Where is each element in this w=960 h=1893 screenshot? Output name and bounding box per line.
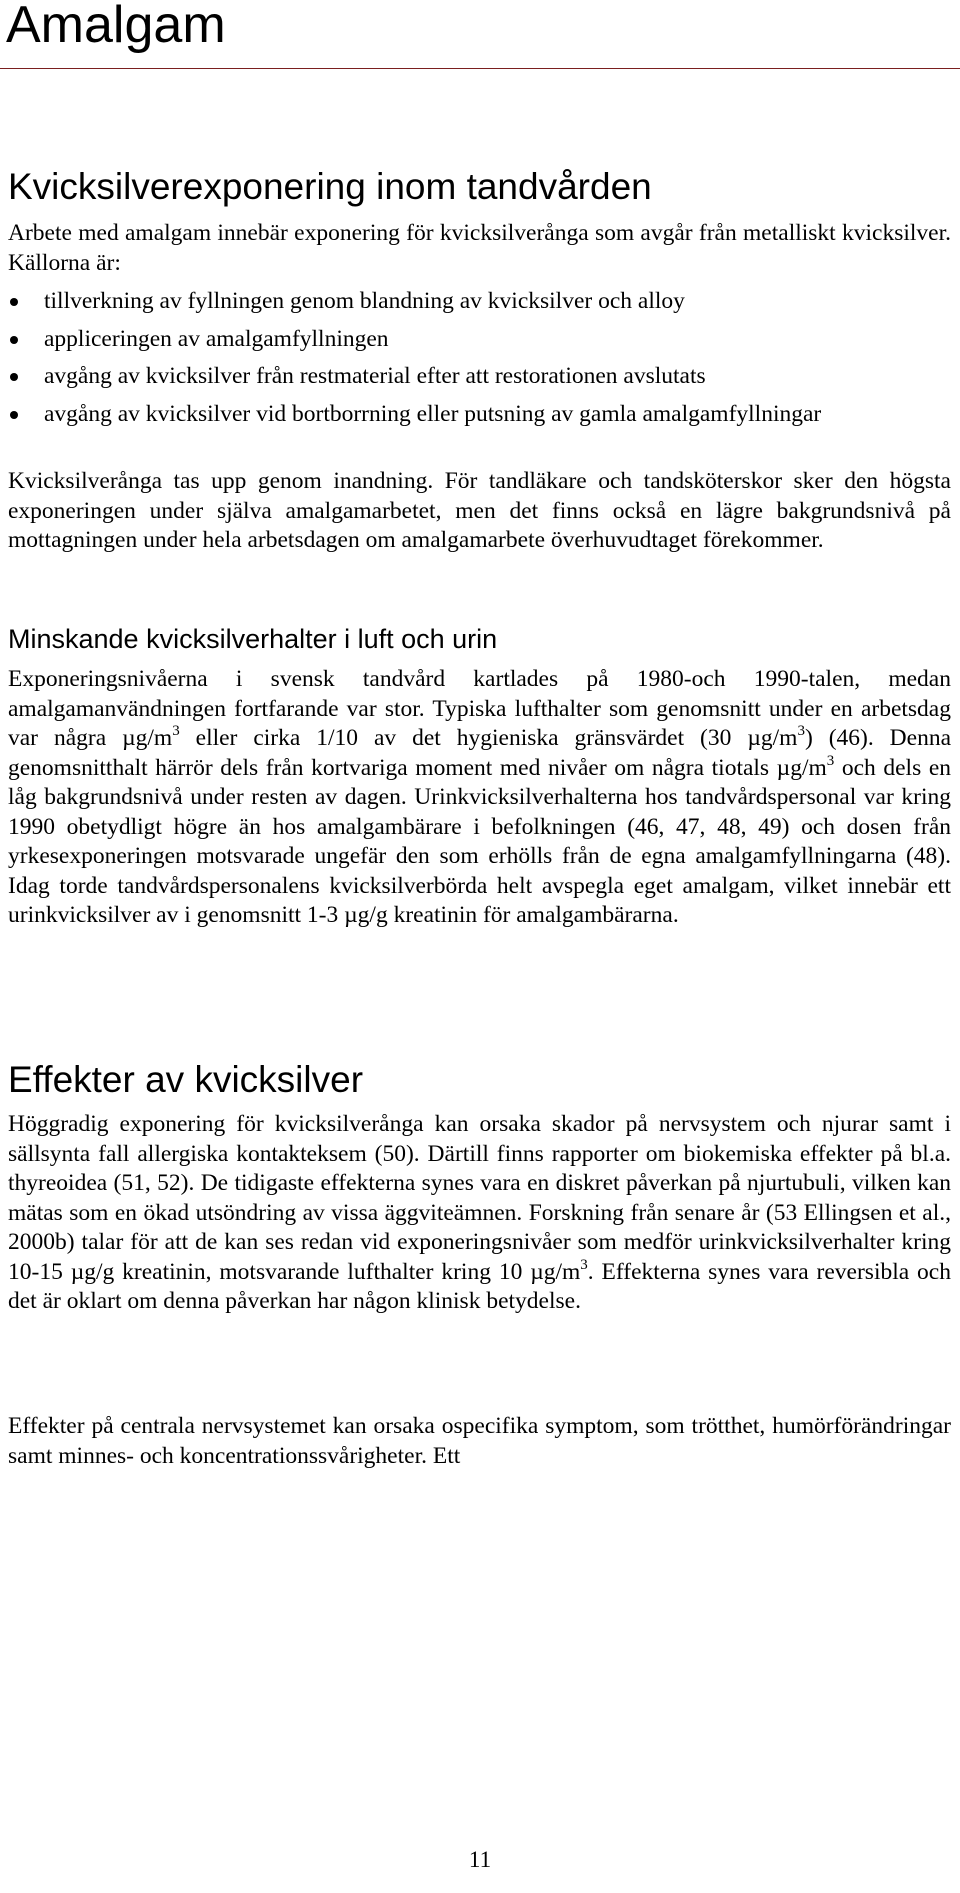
bullet-icon (10, 411, 18, 419)
exposure-intro-paragraph: Arbete med amalgam innebär exponering för kvicksilverånga som avgår från metalliskt kvicksilver. Källorna är: (8, 220, 951, 276)
exposure-sources-list (8, 287, 951, 429)
list-item: tillverkning av fyllningen genom blandning av kvicksilver och alloy (8, 287, 951, 317)
effects-paragraph: Höggradig exponering för kvicksilverånga kan orsaka skador på nervsystem och njurar samt i sällsynta fall allergiska kontakteksem (50). Därtill finns rapporter om biokemiska effekter på bl.a. thyreoidea (51, 52). De tidigaste effekterna synes vara en diskret påverkan på njurtubuli, vilken kan mätas som en ökad utsöndring av vissa äggviteämnen. Forskning från senare år (53 Ellingsen et al., 2000b) talar för att de kan ses redan vid exponeringsnivåer som medför urinkvicksilverhalter kring 10-15 µg/g kreatinin, motsvarande lufthalter kring 10 $\mu g/m^3$. Effekterna synes vara reversibla och det är oklart om denna påverkan har någon klinisk betydelse. (8, 1111, 951, 1314)
exposure-inhalation-paragraph: Kvicksilverånga tas upp genom inandning. För tandläkare och tandsköterskor sker den högsta exponeringen under själva amalgamarbetet, men det finns också en lägre bakgrundsnivå på mottagningen under hela arbetsdagen om amalgamarbete överhuvudtaget förekommer. (8, 468, 951, 553)
list-item: appliceringen av amalgamfyllningen (8, 325, 951, 355)
section-heading-effects: Effekter av kvicksilver (8, 1059, 364, 1100)
section-heading-exposure: Kvicksilverexponering inom tandvården (8, 166, 652, 207)
cns-effects-paragraph: Effekter på centrala nervsystemet kan orsaka ospecifika symptom, som trötthet, humörförändringar samt minnes- och koncentrationssvårigheter. Ett (8, 1413, 951, 1469)
page-number: 11 (468, 1847, 492, 1872)
bullet-icon (10, 336, 18, 344)
bullet-icon (10, 373, 18, 381)
section-heading-decreasing-levels: Minskande kvicksilverhalter i luft och urin (8, 624, 498, 654)
list-item: avgång av kvicksilver vid bortborrning eller putsning av gamla amalgamfyllningar (8, 400, 951, 430)
levels-paragraph: Exponeringsnivåerna i svensk tandvård kartlades på 1980-och 1990-talen, medan amalgamanvändningen fortfarande var stor. Typiska lufthalter som genomsnitt under en arbetsdag var några $\mu g/m^3$ eller cirka 1/10 av det hygieniska gränsvärdet (30 $\mu g/m^3$) (46). Denna genomsnitthalt härrör dels från kortvariga moment med nivåer om några tiotals $\mu g/m^3$ och dels en låg bakgrundsnivå under resten av dagen. Urinkvicksilverhalterna hos tandvårdspersonal var kring 1990 obetydligt högre än hos amalgambärare i befolkningen (46, 47, 48, 49) och dosen från yrkesexponeringen motsvarade ungefär den som erhölls från de egna amalgamfyllningarna (48). Idag torde tandvårdspersonalens kvicksilverbörda helt avspegla eget amalgam, vilket innebär ett urinkvicksilver av i genomsnitt 1-3 µg/g kreatinin för amalgambärarna. (8, 666, 952, 928)
bullet-icon (10, 298, 18, 306)
list-item: avgång av kvicksilver från restmaterial efter att restorationen avslutats (8, 362, 951, 392)
title-divider (0, 68, 960, 69)
page-title: Amalgam (6, 0, 226, 54)
